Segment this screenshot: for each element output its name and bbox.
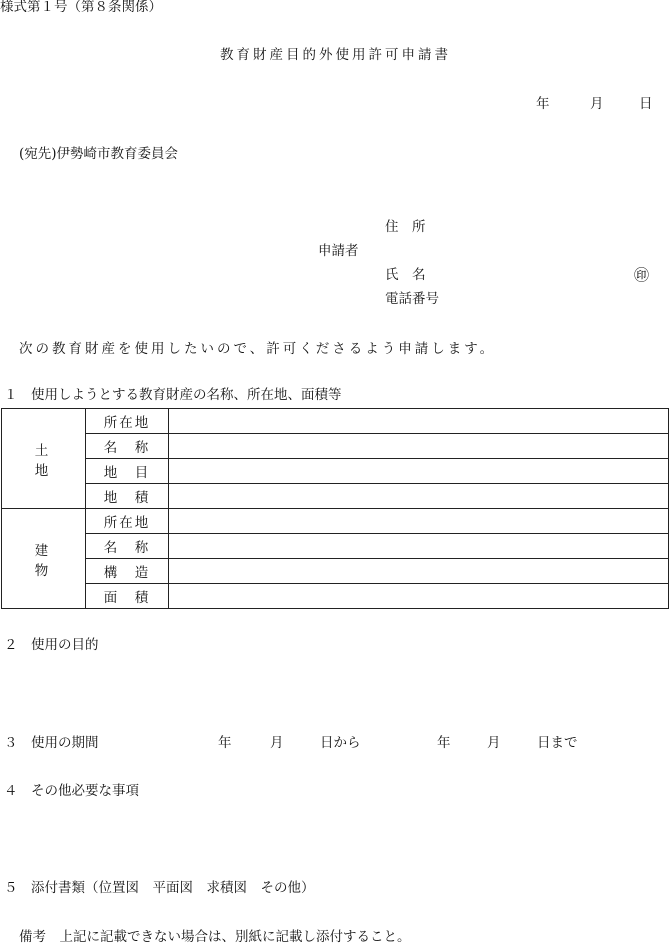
applicant-label: 申請者 bbox=[318, 243, 359, 259]
building-structure-field[interactable] bbox=[169, 559, 669, 584]
period-from-month: 月 bbox=[270, 735, 284, 751]
phone-label: 電話番号 bbox=[385, 291, 439, 307]
period-from-year: 年 bbox=[218, 735, 232, 751]
section3-heading: ３ 使用の期間 bbox=[4, 735, 99, 751]
table-row bbox=[2, 409, 669, 434]
land-location-label: 所在地 bbox=[86, 409, 169, 434]
land-group-label: 土 地 bbox=[2, 409, 86, 509]
table-row bbox=[2, 484, 669, 509]
table-row bbox=[2, 509, 669, 534]
building-area-field[interactable] bbox=[169, 584, 669, 609]
land-category-label: 地 目 bbox=[86, 459, 169, 484]
table-row bbox=[2, 559, 669, 584]
building-name-field[interactable] bbox=[169, 534, 669, 559]
building-name-label: 名 称 bbox=[86, 534, 169, 559]
building-area-label: 面 積 bbox=[86, 584, 169, 609]
period-to-day: 日まで bbox=[537, 735, 578, 751]
building-group-label: 建 物 bbox=[2, 509, 86, 609]
land-name-field[interactable] bbox=[169, 434, 669, 459]
date-month-label: 月 bbox=[590, 96, 604, 112]
period-to-year: 年 bbox=[437, 735, 451, 751]
addressee: (宛先)伊勢崎市教育委員会 bbox=[19, 146, 179, 162]
table-row bbox=[2, 459, 669, 484]
period-from-day: 日から bbox=[320, 735, 361, 751]
request-text: 次の教育財産を使用したいので、許可くださるよう申請します。 bbox=[19, 341, 497, 357]
section4-heading: ４ その他必要な事項 bbox=[4, 783, 139, 799]
building-location-field[interactable] bbox=[169, 509, 669, 534]
period-to-month: 月 bbox=[487, 735, 501, 751]
table-row bbox=[2, 534, 669, 559]
section5-heading: ５ 添付書類（位置図 平面図 求積図 その他） bbox=[4, 880, 315, 896]
land-area-label: 地 積 bbox=[86, 484, 169, 509]
name-label: 氏 名 bbox=[385, 267, 426, 283]
land-name-label: 名 称 bbox=[86, 434, 169, 459]
document-title: 教育財産目的外使用許可申請書 bbox=[220, 47, 451, 63]
form-number: 様式第１号（第８条関係） bbox=[0, 0, 162, 15]
land-location-field[interactable] bbox=[169, 409, 669, 434]
section1-heading: １ 使用しようとする教育財産の名称、所在地、面積等 bbox=[4, 387, 342, 403]
land-area-field[interactable] bbox=[169, 484, 669, 509]
table-row bbox=[2, 584, 669, 609]
address-label: 住 所 bbox=[385, 219, 426, 235]
assets-table bbox=[1, 408, 669, 609]
building-structure-label: 構 造 bbox=[86, 559, 169, 584]
table-row bbox=[2, 434, 669, 459]
section2-heading: ２ 使用の目的 bbox=[4, 637, 99, 653]
date-year-label: 年 bbox=[536, 96, 550, 112]
building-location-label: 所在地 bbox=[86, 509, 169, 534]
remarks: 備考 上記に記載できない場合は、別紙に記載し添付すること。 bbox=[19, 929, 411, 945]
date-day-label: 日 bbox=[639, 96, 653, 112]
land-category-field[interactable] bbox=[169, 459, 669, 484]
seal-icon: ㊞ bbox=[634, 266, 650, 284]
